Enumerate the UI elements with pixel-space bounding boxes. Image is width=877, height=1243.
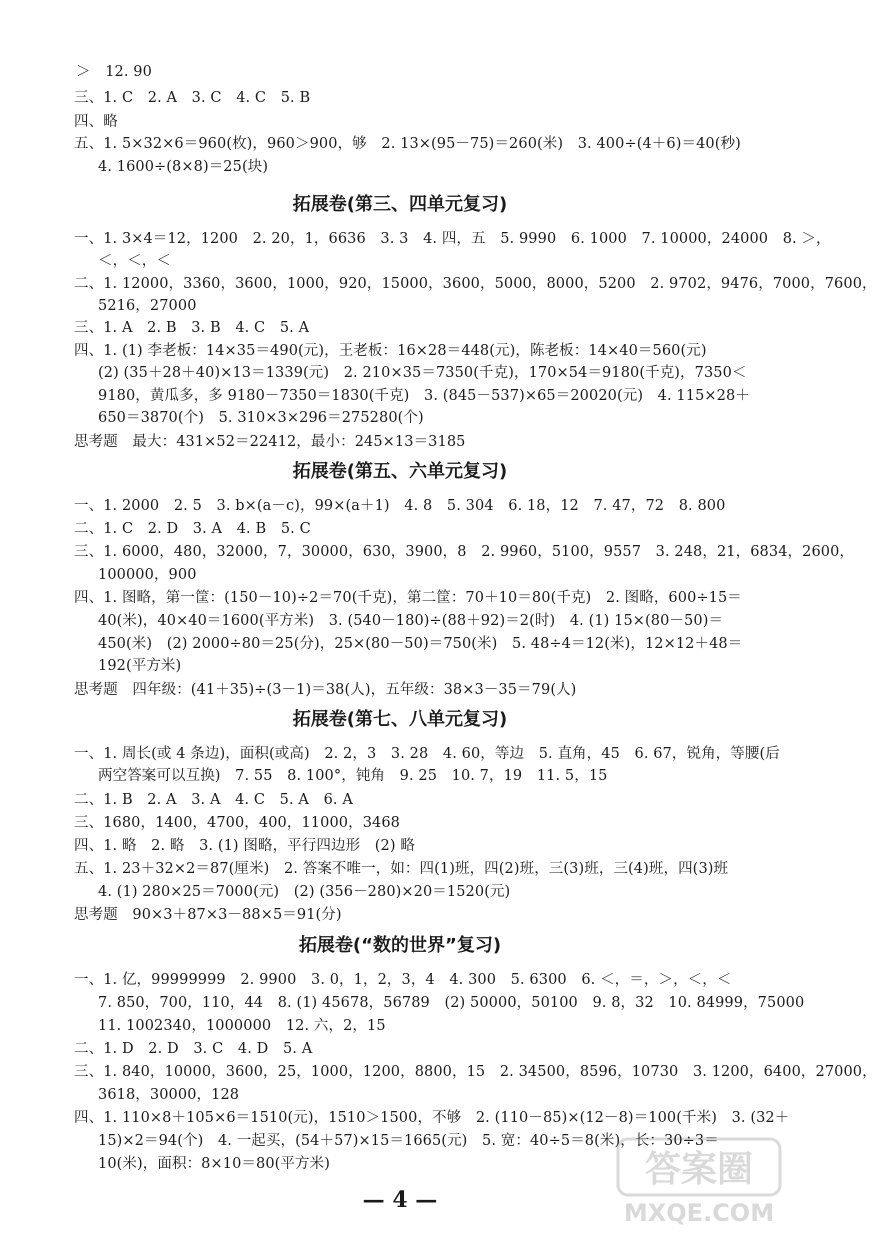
section-title: 拓展卷(第三、四单元复习)	[292, 194, 508, 215]
answer-line: 15)×2＝94(个) 4. 一起买，(54＋57)×15＝1665(元) 5. 宽：40÷5＝8(米)，长：30÷3＝	[98, 1133, 719, 1149]
answer-line: 三、1. A 2. B 3. B 4. C 5. A	[74, 320, 310, 336]
section-title: 拓展卷(第五、六单元复习)	[292, 461, 508, 482]
answer-line: 五、1. 5×32×6＝960(枚)，960＞900，够 2. 13×(95－75)＝260(米) 3. 400÷(4＋6)＝40(秒)	[74, 136, 741, 152]
answer-line: 三、1. 840，10000，3600，25，1000，1200，8800，15 2. 34500，8596，10730 3. 1200，6400，27000，	[74, 1064, 877, 1080]
answer-line: 一、1. 亿，99999999 2. 9900 3. 0，1，2，3，4 4. 300 5. 6300 6. ＜，＝，＞，＜，＜	[74, 972, 732, 988]
answer-line: 192(平方米)	[98, 658, 182, 674]
answer-line: 5216，27000	[98, 298, 197, 314]
section-title: 拓展卷(第七、八单元复习)	[292, 709, 508, 730]
answer-line: 3618，30000，128	[98, 1087, 240, 1103]
answer-line: 7. 850，700，110，44 8. (1) 45678，56789 (2) 50000，50100 9. 8，32 10. 84999，75000	[98, 995, 805, 1011]
answer-line: (2) (35＋28＋40)×13＝1339(元) 2. 210×35＝7350(千克)，170×54＝9180(千克)，7350＜	[98, 365, 747, 381]
watermark-logo	[614, 1133, 784, 1229]
answer-line: 二、1. C 2. D 3. A 4. B 5. C	[74, 521, 311, 537]
svg-text:答案圈: 答案圈	[644, 1149, 754, 1190]
answer-line: 四、1. (1) 李老板：14×35＝490(元)，王老板：16×28＝448(元)，陈老板：14×40＝560(元)	[74, 343, 707, 359]
answer-line: 四、1. 图略，第一筐：(150－10)÷2＝70(千克)，第二筐：70＋10＝80(千克) 2. 图略，600÷15＝	[74, 590, 742, 606]
thinking-question: 思考题 最大：431×52＝22412，最小：245×13＝3185	[74, 434, 466, 450]
answer-line: 100000，900	[98, 567, 197, 583]
svg-text:MXQE.COM: MXQE.COM	[623, 1199, 775, 1227]
answer-line: 三、1. C 2. A 3. C 4. C 5. B	[74, 90, 311, 106]
answer-line: 一、1. 2000 2. 5 3. b×(a－c)，99×(a＋1) 4. 8 5. 304 6. 18，12 7. 47，72 8. 800	[74, 498, 726, 514]
answer-line: 4. 1600÷(8×8)＝25(块)	[98, 159, 269, 175]
answer-line: 三、1680，1400，4700，400，11000，3468	[74, 815, 401, 831]
thinking-question: 思考题 90×3＋87×3－88×5＝91(分)	[74, 907, 342, 923]
answer-line: 9180，黄瓜多，多 9180－7350＝1830(千克) 3. (845－537)×65＝20020(元) 4. 115×28＋	[98, 388, 750, 404]
answer-line: 二、1. 12000，3360，3600，1000，920，15000，3600，5000，8000，5200 2. 9702，9476，7000，7600，	[74, 276, 877, 292]
answer-line: 二、1. B 2. A 3. A 4. C 5. A 6. A	[74, 792, 353, 808]
answer-line: 11. 1002340，1000000 12. 六，2，15	[98, 1018, 386, 1034]
answer-line: 四、略	[74, 114, 118, 130]
answer-line: 4. (1) 280×25＝7000(元) (2) (356－280)×20＝1520(元)	[98, 884, 511, 900]
answer-line: 650＝3870(个) 5. 310×3×296＝275280(个)	[98, 410, 424, 426]
answer-line: 两空答案可以互换) 7. 55 8. 100°，钝角 9. 25 10. 7，19 11. 5，15	[98, 768, 608, 784]
page-number: — 4 —	[362, 1187, 438, 1213]
section-title: 拓展卷(“数的世界”复习)	[298, 935, 502, 956]
answer-line: 10(米)，面积：8×10＝80(平方米)	[98, 1156, 330, 1172]
answer-line: ＜，＜，＜	[98, 253, 171, 269]
answer-line: 三、1. 6000，480，32000，7，30000，630，3900，8 2. 9960，5100，9557 3. 248，21，6834，2600，	[74, 544, 855, 560]
answer-line: 四、1. 略 2. 略 3. (1) 图略，平行四边形 (2) 略	[74, 838, 415, 854]
answer-line: 一、1. 周长(或 4 条边)，面积(或高) 2. 2，3 3. 28 4. 60，等边 5. 直角，45 6. 67，锐角，等腰(后	[74, 746, 780, 762]
answer-line: 450(米) (2) 2000÷80＝25(分)，25×(80－50)＝750(米) 5. 48÷4＝12(米)，12×12＋48＝	[98, 636, 743, 652]
answer-line: ＞ 12. 90	[76, 64, 152, 80]
answer-line: 一、1. 3×4＝12，1200 2. 20，1，6636 3. 3 4. 四，五 5. 9990 6. 1000 7. 10000，24000 8. ＞，	[74, 231, 831, 247]
thinking-question: 思考题 四年级：(41＋35)÷(3－1)＝38(人)，五年级：38×3－35＝79(人)	[74, 682, 577, 698]
answer-line: 四、1. 110×8＋105×6＝1510(元)，1510＞1500，不够 2. (110－85)×(12－8)＝100(千米) 3. (32＋	[74, 1110, 790, 1126]
answer-line: 五、1. 23＋32×2＝87(厘米) 2. 答案不唯一，如：四(1)班，四(2)班，三(3)班，三(4)班，四(3)班	[74, 861, 729, 877]
answer-line: 40(米)，40×40＝1600(平方米) 3. (540－180)÷(88＋92)＝2(时) 4. (1) 15×(80－50)＝	[98, 613, 724, 629]
answer-line: 二、1. D 2. D 3. C 4. D 5. A	[74, 1041, 313, 1057]
